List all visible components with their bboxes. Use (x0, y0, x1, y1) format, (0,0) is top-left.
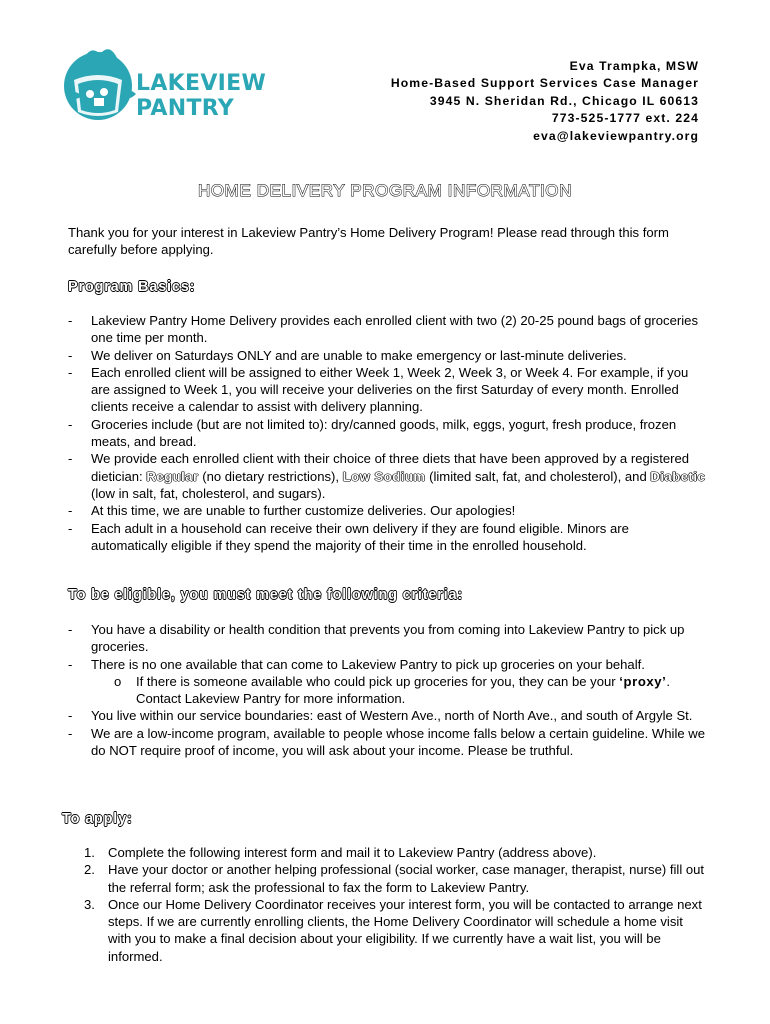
list-item: - Groceries include (but are not limited to): dry/canned goods, milk, eggs, yogurt, fresh produce, frozen meats, and bread. (68, 416, 677, 450)
list-item: 3. Once our Home Delivery Coordinator receives your interest form, you will be contacted to arrange next steps. If we are currently enrolling clients, the Home Delivery Coordinator will schedule a home visit with you to make a final decision about your eligibility. If we currently have a wait list, you will be informed. (84, 896, 702, 964)
dash-marker: - (68, 364, 73, 380)
circle-bullet-icon: o (114, 673, 122, 689)
list-item: 2. Have your doctor or another helping professional (social worker, case manager, therapist, nurse) fill out the referral form; ask the professional to fax the form to Lakeview Pantry. (84, 862, 705, 895)
contact-role: Home-Based Support Services Case Manager (390, 76, 699, 91)
list-item: 1. Complete the following interest form and mail it to Lakeview Pantry (address above). (84, 845, 597, 860)
step-number: 2. (84, 862, 95, 878)
dash-marker: - (68, 708, 73, 724)
contact-email[interactable]: eva@lakeviewpantry.org (533, 128, 699, 143)
sub-list-item: o If there is someone available who could pick up groceries for you, they can be your ‘proxy’. Contact Lakeview Pantry for more information. (114, 673, 671, 707)
dash-marker: - (68, 725, 73, 741)
list-item: - We deliver on Saturdays ONLY and are unable to make emergency or last-minute deliveries. (68, 347, 627, 363)
dash-marker: - (68, 416, 73, 432)
dash-marker: - (68, 451, 73, 467)
eligibility-heading: To be eligible, you must meet the following criteria: (68, 587, 464, 603)
step-number: 3. (84, 896, 95, 912)
intro-paragraph: Thank you for your interest in Lakeview Pantry’s Home Delivery Program! Please read through this form carefully before applying. (68, 225, 669, 258)
list-item: - At this time, we are unable to further customize deliveries. Our apologies! (68, 503, 516, 519)
apply-steps-list (68, 844, 708, 965)
dash-marker: - (68, 347, 73, 363)
program-basics-list (68, 312, 708, 554)
list-item: - You have a disability or health condition that prevents you from coming into Lakeview Pantry to pick up groceries. (68, 622, 685, 655)
list-item: - There is no one available that can come to Lakeview Pantry to pick up groceries on your behalf. (68, 656, 645, 672)
list-item: - You live within our service boundaries: east of Western Ave., north of North Ave., and south of Argyle St. (68, 708, 693, 724)
list-item-diets: - We provide each enrolled client with their choice of three diets that have been approved by a registered dietician: Regular (no dietary restrictions), Low Sodium (limited salt, fat, and cholesterol), and Diabetic (low in salt, fat, cholesterol, and sugars). (68, 451, 706, 501)
dash-marker: - (68, 503, 73, 519)
dash-marker: - (68, 520, 73, 536)
diet-diabetic: Diabetic (650, 468, 706, 484)
apply-heading: To apply: (62, 811, 133, 827)
pantry-emblem-icon (60, 40, 140, 122)
program-basics-heading: Program Basics: (68, 279, 196, 295)
contact-address: 3945 N. Sheridan Rd., Chicago IL 60613 (429, 93, 699, 108)
list-item: - Each adult in a household can receive their own delivery if they are found eligible. Minors are automatically eligible if they spend the majority of their time in the enrolled household. (68, 520, 629, 553)
diet-low-sodium: Low Sodium (342, 468, 426, 484)
dash-marker: - (68, 656, 73, 672)
contact-phone: 773-525-1777 ext. 224 (551, 111, 699, 126)
step-number: 1. (84, 845, 95, 860)
lakeview-pantry-logo (60, 40, 360, 122)
logo-text: LAKEVIEW PANTRY (136, 71, 267, 121)
list-item: - Lakeview Pantry Home Delivery provides each enrolled client with two (2) 20-25 pound bags of groceries one time per month. (68, 313, 698, 346)
list-item: - We are a low-income program, available to people whose income falls below a certain guideline. While we do NOT require proof of income, you will ask about your income. Please be truthful. (68, 725, 706, 759)
page-title: HOME DELIVERY PROGRAM INFORMATION (197, 181, 572, 200)
diet-regular: Regular (146, 468, 199, 484)
dash-marker: - (68, 313, 73, 328)
dash-marker: - (68, 622, 73, 637)
contact-block (391, 58, 699, 145)
list-item: - Each enrolled client will be assigned to either Week 1, Week 2, Week 3, or Week 4. For example, if you are assigned to Week 1, you will receive your deliveries on the first Saturday of every month. Enrolled clients receive a calendar to assist with delivery planning. (68, 364, 689, 415)
contact-name: Eva Trampka, MSW (569, 59, 699, 73)
proxy-term: ‘proxy’ (619, 673, 667, 689)
eligibility-list (68, 621, 708, 759)
